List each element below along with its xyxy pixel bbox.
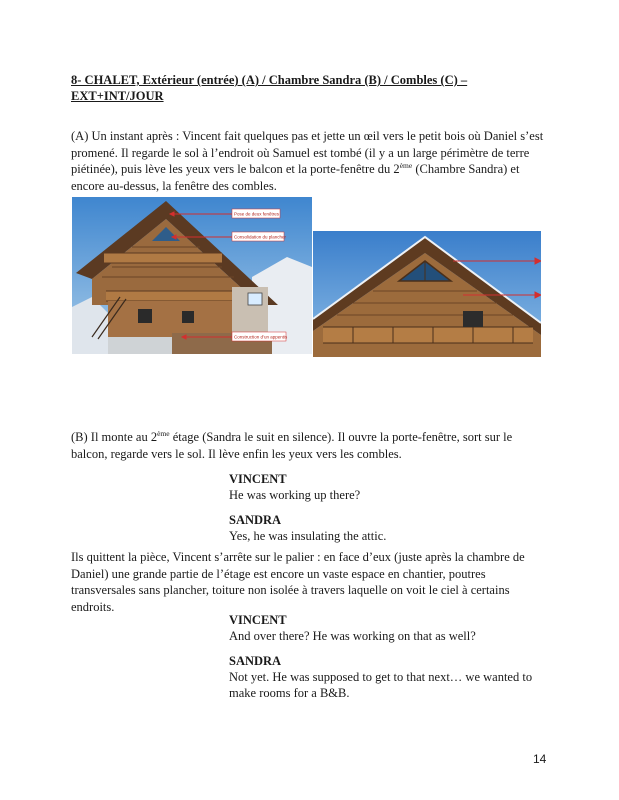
dialogue-line: make rooms for a B&B. bbox=[229, 686, 350, 700]
dialogue-line: Yes, he was insulating the attic. bbox=[229, 529, 387, 543]
action-paragraph-b bbox=[71, 429, 549, 462]
chalet-photo-left bbox=[72, 197, 312, 354]
superscript: ème bbox=[157, 428, 170, 438]
scene-heading bbox=[71, 72, 551, 104]
superscript: ème bbox=[399, 160, 413, 170]
dialogue-line: Not yet. He was supposed to get to that next… we wanted to bbox=[229, 670, 533, 684]
character-name-vincent: VINCENT bbox=[229, 472, 287, 486]
character-name-sandra: SANDRA bbox=[229, 513, 282, 527]
page-number: 14 bbox=[533, 752, 547, 766]
action-text: (A) Un instant après : Vincent fait quelques pas et jette un œil vers le petit bois où Daniel s’est promené. Il regarde le sol à l’endroit où Samuel est tombé (il y a un large périmètre de terre piétinée), puis lève les yeux vers le balcon et la porte-fenêtre du 2 bbox=[71, 129, 544, 176]
action-paragraph-a bbox=[71, 128, 549, 194]
action-text: étage (Sandra le suit en silence). Il ouvre la porte-fenêtre, sort sur le balcon, regarde vers le sol. Il lève enfin les yeux vers les combles. bbox=[71, 430, 513, 461]
action-paragraph-c bbox=[71, 549, 549, 615]
chalet-front-image bbox=[72, 197, 312, 354]
annotation-lean-to: Construction d’un appentis bbox=[234, 334, 288, 340]
scene-heading-line-2: EXT+INT/JOUR bbox=[71, 89, 164, 103]
annotation-floor: Consolidation du plancher bbox=[234, 234, 287, 240]
action-text: (B) Il monte au 2 bbox=[71, 430, 158, 444]
dialogue-block-1 bbox=[229, 471, 549, 544]
character-name-vincent: VINCENT bbox=[229, 613, 287, 627]
character-name-sandra: SANDRA bbox=[229, 654, 282, 668]
chalet-photo-right bbox=[313, 231, 541, 357]
action-text: (Chambre Sandra) et encore au-dessus, la fenêtre des combles. bbox=[71, 162, 520, 193]
chalet-gable-image bbox=[313, 231, 541, 357]
scene-heading-line-1: 8- CHALET, Extérieur (entrée) (A) / Chambre Sandra (B) / Combles (C) – bbox=[71, 73, 468, 87]
annotation-windows: Pose de deux fenêtres bbox=[234, 211, 280, 217]
dialogue-block-2 bbox=[229, 612, 549, 701]
dialogue-line: And over there? He was working on that as well? bbox=[229, 629, 476, 643]
action-text: Ils quittent la pièce, Vincent s’arrête sur le palier : en face d’eux (juste après la chambre de Daniel) une grande partie de l’étage est encore un vaste espace en chantier, poutres transversales sans plancher, toiture non isolée à travers laquelle on voit le ciel à certains endroits. bbox=[71, 550, 525, 614]
dialogue-line: He was working up there? bbox=[229, 488, 361, 502]
